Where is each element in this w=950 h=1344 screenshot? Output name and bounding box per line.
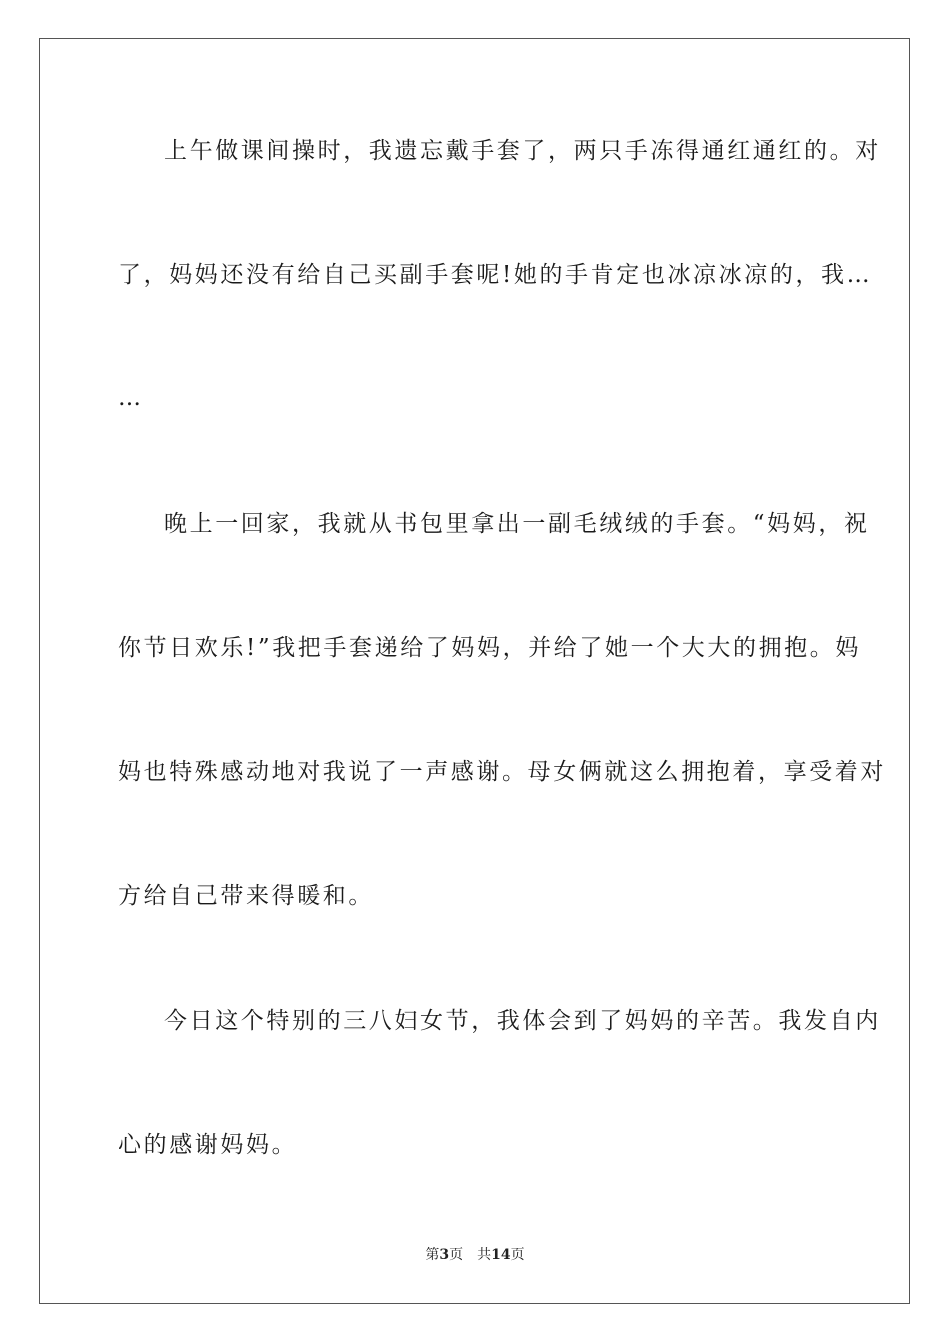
page-number: 3 (439, 1247, 450, 1263)
paragraph-2-line-4: 方给自己带来得暖和。 (118, 883, 374, 909)
page-border (39, 38, 910, 1304)
page-total: 14 (491, 1247, 511, 1263)
page-suffix: 页 (449, 1247, 464, 1263)
page-prefix: 第 (425, 1247, 440, 1263)
paragraph-3-line-2: 心的感谢妈妈。 (118, 1132, 298, 1158)
total-prefix: 共 (477, 1247, 492, 1263)
paragraph-2-line-2: 你节日欢乐!”我把手套递给了妈妈，并给了她一个大大的拥抱。妈 (118, 635, 862, 661)
paragraph-3-line-1: 今日这个特别的三八妇女节，我体会到了妈妈的辛苦。我发自内 (164, 1008, 881, 1034)
page-footer (0, 1246, 950, 1264)
paragraph-1-line-3: … (118, 385, 144, 411)
paragraph-1-line-2: 了，妈妈还没有给自己买副手套呢!她的手肯定也冰凉冰凉的，我… (118, 262, 873, 288)
paragraph-2-line-3: 妈也特殊感动地对我说了一声感谢。母女俩就这么拥抱着，享受着对 (118, 759, 886, 785)
total-suffix: 页 (510, 1247, 525, 1263)
paragraph-1-line-1: 上午做课间操时，我遗忘戴手套了，两只手冻得通红通红的。对 (164, 138, 881, 164)
paragraph-2-line-1: 晚上一回家，我就从书包里拿出一副毛绒绒的手套。“妈妈，祝 (164, 511, 870, 537)
